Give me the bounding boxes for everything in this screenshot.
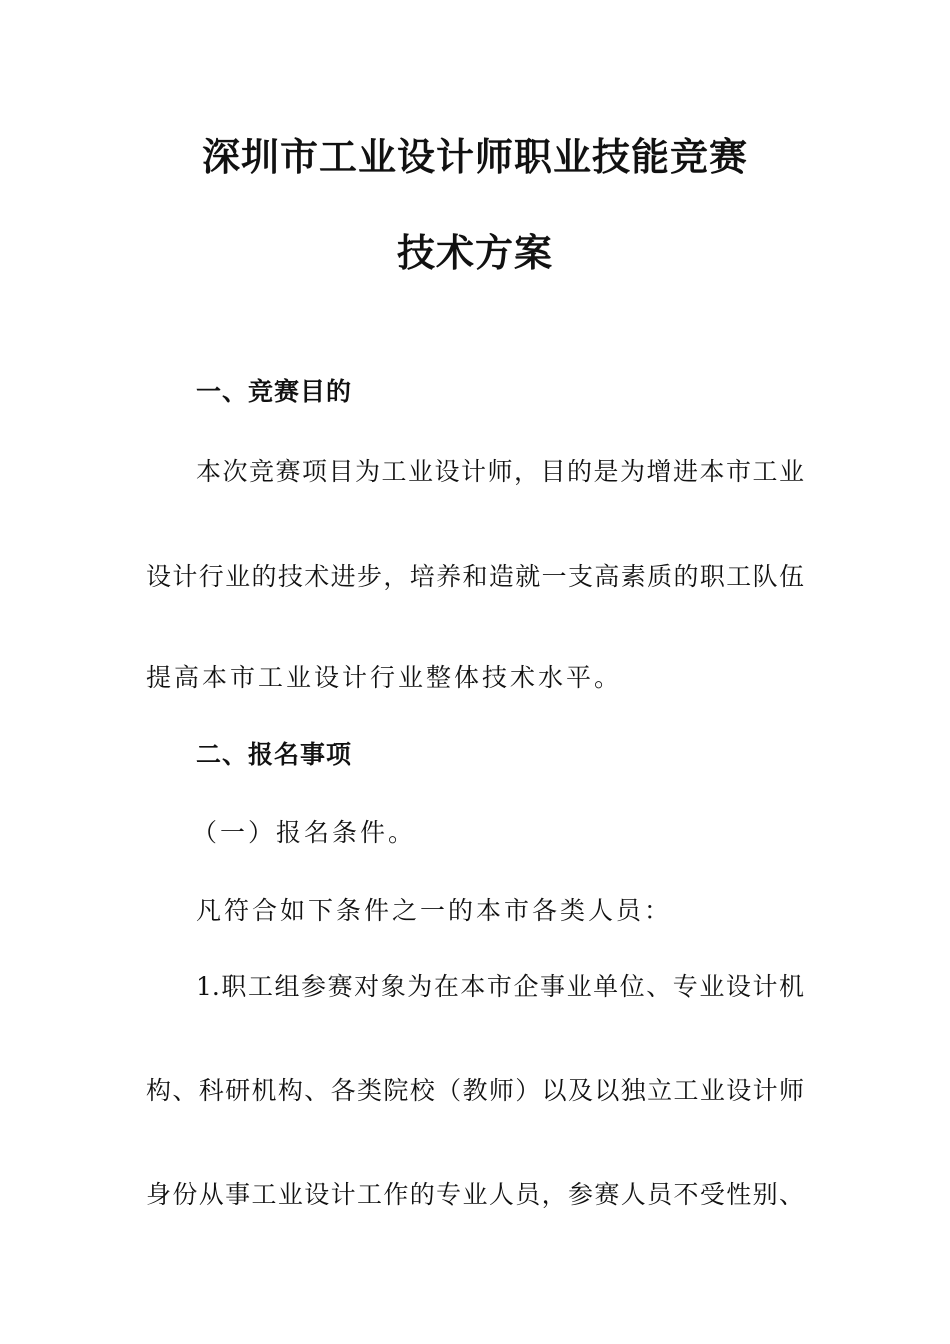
section-2-item-1-line-2: 构、科研机构、各类院校（教师）以及以独立工业设计师 [146, 1076, 804, 1105]
section-1-paragraph-line-1: 本次竞赛项目为工业设计师，目的是为增进本市工业 [196, 457, 804, 486]
section-2-item-1-line-1: 1.职工组参赛对象为在本市企事业单位、专业设计机 [196, 972, 804, 1001]
document-title-line-2: 技术方案 [396, 230, 553, 275]
section-1-paragraph-line-3: 提高本市工业设计行业整体技术水平。 [146, 663, 623, 692]
section-2-subheading-1: （一）报名条件。 [192, 818, 417, 847]
section-2-item-1-line-3: 身份从事工业设计工作的专业人员，参赛人员不受性别、 [146, 1180, 804, 1209]
section-1-paragraph-line-2: 设计行业的技术进步，培养和造就一支高素质的职工队伍 [146, 562, 804, 591]
section-2-heading: 二、报名事项 [196, 740, 353, 769]
document-title-line-1: 深圳市工业设计师职业技能竞赛 [201, 134, 748, 179]
section-1-heading: 一、竞赛目的 [196, 377, 353, 406]
section-2-intro-line: 凡符合如下条件之一的本市各类人员： [196, 896, 673, 925]
